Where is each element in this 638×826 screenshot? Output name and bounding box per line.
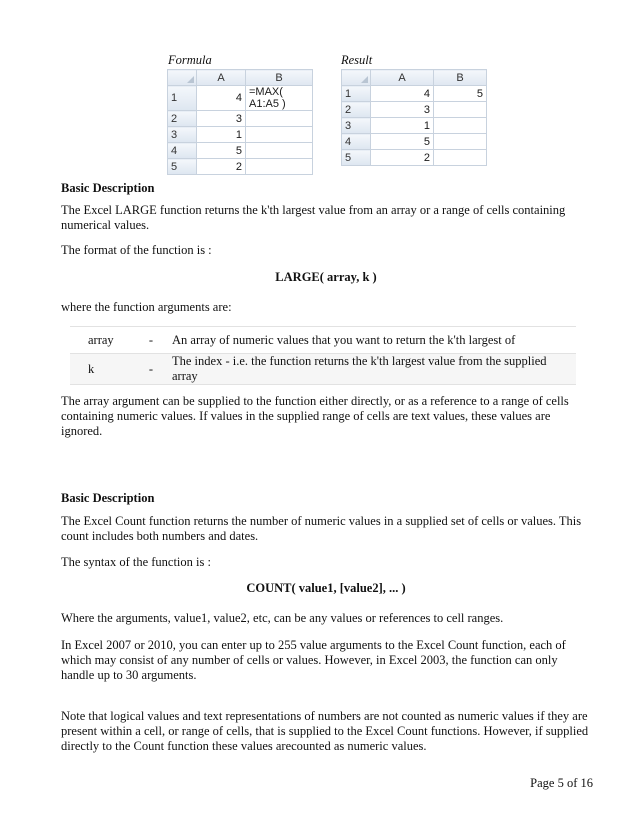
- cell-a5[interactable]: 2: [371, 150, 434, 166]
- cell-b2[interactable]: [246, 111, 313, 127]
- column-header-b[interactable]: B: [434, 70, 487, 86]
- cell-b5[interactable]: [246, 159, 313, 175]
- row-header[interactable]: 3: [168, 127, 197, 143]
- cell-a1[interactable]: 4: [371, 86, 434, 102]
- large-format-intro: The format of the function is :: [61, 243, 212, 257]
- cell-b4[interactable]: [246, 143, 313, 159]
- argument-name: array: [70, 327, 138, 354]
- argument-dash: -: [138, 327, 164, 354]
- cell-b3[interactable]: [434, 118, 487, 134]
- result-caption: Result: [341, 53, 373, 67]
- cell-a2[interactable]: 3: [371, 102, 434, 118]
- large-syntax: LARGE( array, k ): [275, 270, 377, 284]
- argument-dash: -: [138, 354, 164, 385]
- cell-a3[interactable]: 1: [197, 127, 246, 143]
- large-array-note: The array argument can be supplied to the function either directly, or as a reference to a range of cells containing numeric values. If values in the supplied range of cells are text values, these values are ignored.: [61, 394, 569, 438]
- row-header[interactable]: 4: [342, 134, 371, 150]
- row-header[interactable]: 5: [342, 150, 371, 166]
- column-header-b[interactable]: B: [246, 70, 313, 86]
- cell-b1[interactable]: =MAX( A1:A5 ): [246, 86, 313, 111]
- page-number: Page 5 of 16: [530, 776, 593, 790]
- count-arguments-note: Where the arguments, value1, value2, etc, can be any values or references to cell ranges.: [61, 611, 504, 625]
- column-header-a[interactable]: A: [197, 70, 246, 86]
- row-header[interactable]: 5: [168, 159, 197, 175]
- count-syntax-intro: The syntax of the function is :: [61, 555, 211, 569]
- cell-b2[interactable]: [434, 102, 487, 118]
- count-logical-values-note: Note that logical values and text representations of numbers are not counted as numeric values if they are present within a cell, or range of cells, that is supplied to the Excel Count functions. However, if supplied directly to the Count function these values arecounted as numeric values.: [61, 709, 589, 753]
- row-header[interactable]: 1: [168, 86, 197, 111]
- row-header[interactable]: 2: [342, 102, 371, 118]
- count-description: The Excel Count function returns the number of numeric values in a supplied set of cells or values. This count includes both numbers and dates.: [61, 514, 582, 543]
- argument-description: An array of numeric values that you want to return the k'th largest of: [164, 327, 576, 354]
- cell-a5[interactable]: 2: [197, 159, 246, 175]
- cell-b5[interactable]: [434, 150, 487, 166]
- row-header[interactable]: 3: [342, 118, 371, 134]
- row-header[interactable]: 2: [168, 111, 197, 127]
- argument-name: k: [70, 354, 138, 385]
- large-description: The Excel LARGE function returns the k'th largest value from an array or a range of cells containing numerical values.: [61, 203, 566, 232]
- large-args-intro: where the function arguments are:: [61, 300, 232, 314]
- argument-row: [70, 354, 576, 385]
- formula-caption: Formula: [168, 53, 212, 67]
- cell-b3[interactable]: [246, 127, 313, 143]
- cell-b1[interactable]: 5: [434, 86, 487, 102]
- formula-spreadsheet: [167, 69, 313, 175]
- row-header[interactable]: 4: [168, 143, 197, 159]
- cell-b4[interactable]: [434, 134, 487, 150]
- column-header-a[interactable]: A: [371, 70, 434, 86]
- section-heading-count: Basic Description: [61, 491, 155, 505]
- argument-row: [70, 327, 576, 354]
- large-arguments-table: [70, 326, 576, 385]
- sheet-corner[interactable]: [342, 70, 371, 86]
- sheet-corner[interactable]: [168, 70, 197, 86]
- cell-a1[interactable]: 4: [197, 86, 246, 111]
- argument-description: The index - i.e. the function returns the k'th largest value from the supplied array: [164, 354, 576, 385]
- row-header[interactable]: 1: [342, 86, 371, 102]
- section-heading-large: Basic Description: [61, 181, 155, 195]
- cell-a4[interactable]: 5: [197, 143, 246, 159]
- cell-a4[interactable]: 5: [371, 134, 434, 150]
- cell-a3[interactable]: 1: [371, 118, 434, 134]
- count-syntax: COUNT( value1, [value2], ... ): [246, 581, 406, 595]
- result-spreadsheet: [341, 69, 487, 166]
- count-limit-note: In Excel 2007 or 2010, you can enter up to 255 value arguments to the Excel Count function, each of which may consist of any number of cells or values. However, in Excel 2003, the function can only handle up to 30 arguments.: [61, 638, 566, 682]
- cell-a2[interactable]: 3: [197, 111, 246, 127]
